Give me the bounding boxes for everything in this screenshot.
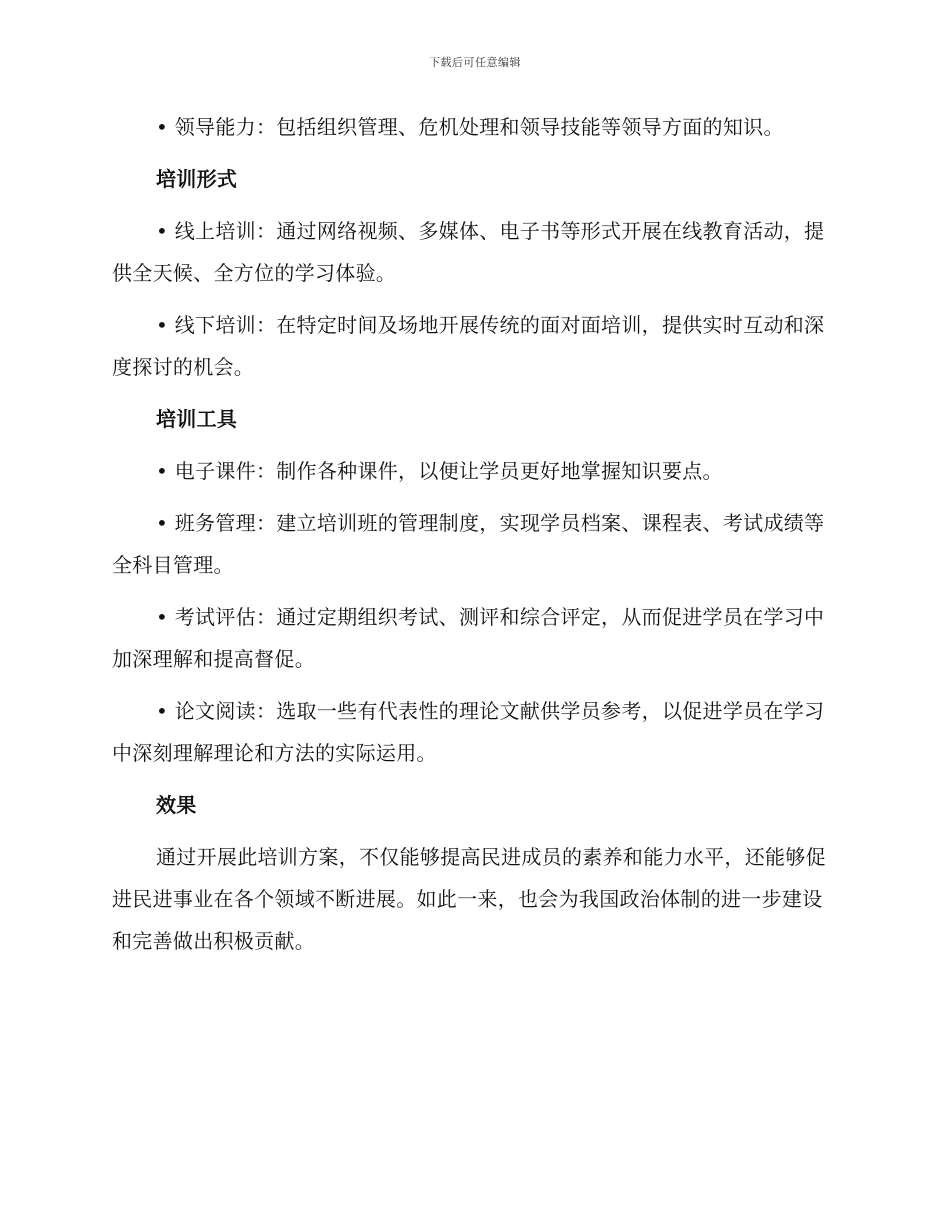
heading-training-format: 培训形式 <box>156 167 238 191</box>
bullet-paper-reading: • 论文阅读：选取一些有代表性的理论文献供学员参考，以促进学员在学习中深刻理解理论和方法的实际运用。 <box>112 699 825 765</box>
bullet-exam-evaluation: • 考试评估：通过定期组织考试、测评和综合评定，从而促进学员在学习中加深理解和提高督促。 <box>112 605 825 671</box>
bullet-class-management: • 班务管理：建立培训班的管理制度，实现学员档案、课程表、考试成绩等全科目管理。 <box>112 511 825 577</box>
bullet-e-courseware: • 电子课件：制作各种课件，以便让学员更好地掌握知识要点。 <box>156 459 723 483</box>
bullet-leadership: • 领导能力：包括组织管理、危机处理和领导技能等领导方面的知识。 <box>156 115 784 139</box>
bullet-offline-training: • 线下培训：在特定时间及场地开展传统的面对面培训，提供实时互动和深度探讨的机会。 <box>112 313 825 379</box>
header-note: 下载后可任意编辑 <box>429 56 521 69</box>
document-body <box>112 106 834 962</box>
effect-paragraph: 通过开展此培训方案，不仅能够提高民进成员的素养和能力水平，还能够促进民进事业在各个领域不断进展。如此一来，也会为我国政治体制的进一步建设和完善做出积极贡献。 <box>112 845 826 953</box>
heading-effect: 效果 <box>156 793 197 817</box>
bullet-online-training: • 线上培训：通过网络视频、多媒体、电子书等形式开展在线教育活动，提供全天候、全方位的学习体验。 <box>112 219 825 285</box>
heading-training-tools: 培训工具 <box>156 407 238 431</box>
